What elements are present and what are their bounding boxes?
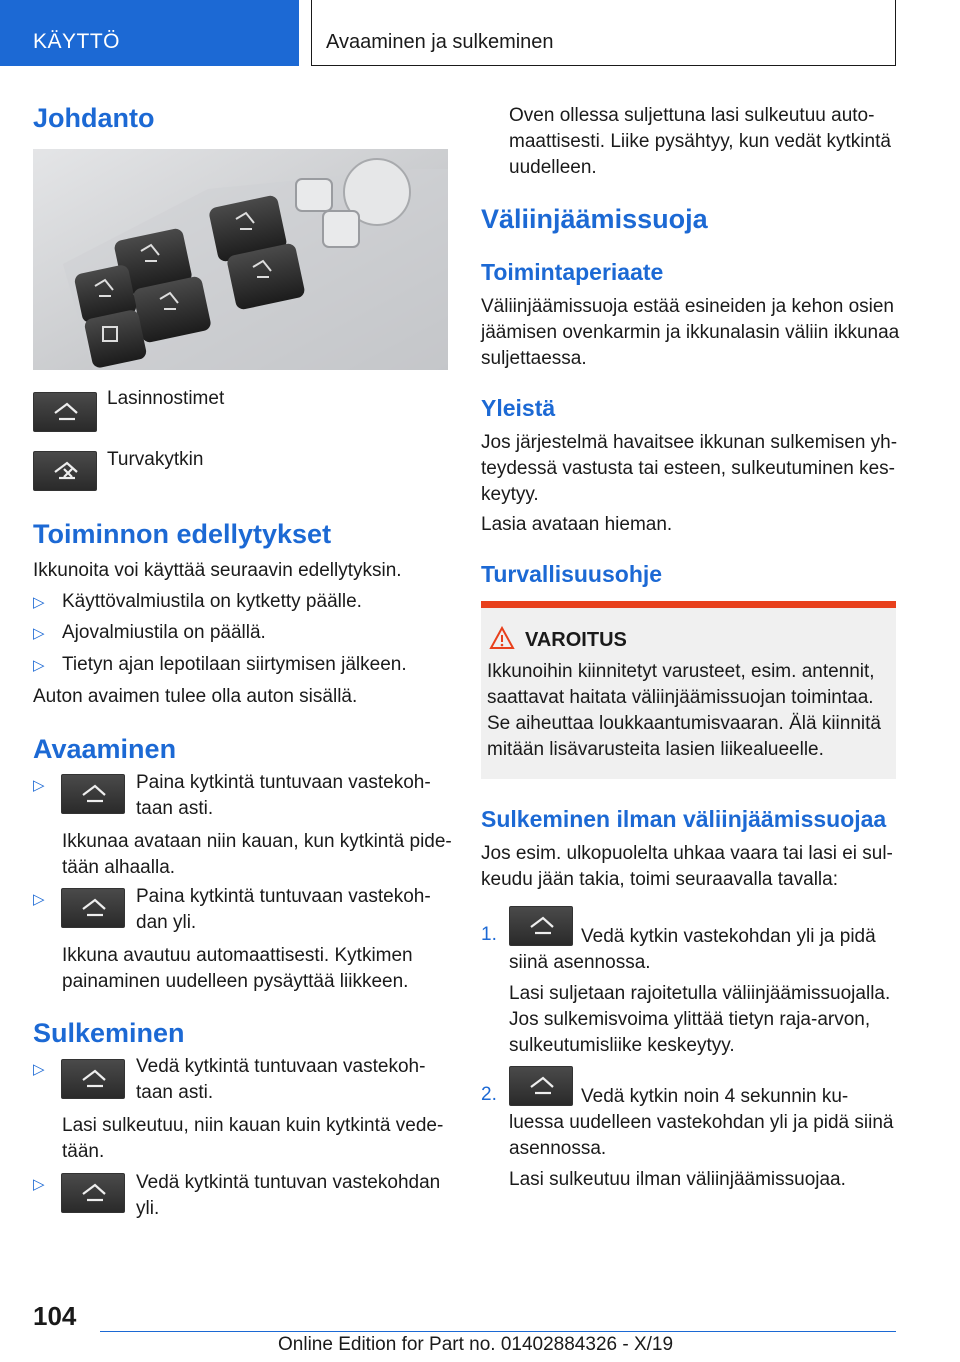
no-pinch-heading: Sulkeminen ilman väliinjäämissuojaa (481, 806, 887, 832)
warning-icon (489, 626, 515, 655)
paragraph: Jos sulkemisvoima ylittää tietyn raja-arvon, (509, 1009, 871, 1030)
paragraph: Lasi suljetaan rajoitetulla väliinjäämissuojalla. (509, 983, 891, 1004)
paragraph: Lasia avataan hieman. (481, 514, 673, 535)
step-text: siinä asennossa. (509, 952, 651, 973)
edition-text: Online Edition for Part no. 01402884326 - X/19 (278, 1334, 674, 1355)
step-number: 2. (481, 1084, 497, 1105)
warning-title: VAROITUS (525, 629, 627, 651)
legend-label: Turvakytkin (107, 449, 204, 470)
paragraph: teydessä vastusta tai esteen, sulkeutuminen kes- (481, 458, 896, 479)
step-text: asennossa. (509, 1138, 607, 1159)
page-number: 104 (33, 1301, 77, 1331)
paragraph: Jos esim. ulkopuolelta uhkaa vaara tai lasi ei sul- (481, 843, 893, 864)
section-tab: KÄYTTÖ (0, 0, 299, 66)
intro-heading: Johdanto (33, 103, 155, 133)
paragraph: Ikkunoita voi käyttää seuraavin edellytyksin. (33, 560, 402, 581)
step-text: Vedä kytkin noin 4 sekunnin ku- (581, 1086, 849, 1107)
bullet-icon: ▷ (33, 1061, 45, 1078)
principle-heading: Toimintaperiaate (481, 259, 664, 285)
list-item: Vedä kytkintä tuntuvaan vastekoh- (136, 1056, 426, 1077)
window-lift-switch-icon (509, 906, 573, 946)
window-lift-switch-icon (33, 392, 97, 432)
paragraph: keudu jään takia, toimi seuraavalla tavalla: (481, 869, 838, 890)
paragraph: jäämisen ovenkarmin ja ikkunalasin väliin ikkunaa (481, 322, 900, 343)
open-heading: Avaaminen (33, 734, 177, 764)
bullet-icon: ▷ (33, 657, 45, 674)
list-item: Vedä kytkintä tuntuvan vastekohdan (136, 1172, 441, 1193)
window-lift-switch-icon (509, 1066, 573, 1106)
warning-text: Se aiheuttaa loukkaantumisvaaran. Älä kiinnitä (487, 713, 881, 734)
paragraph: Jos järjestelmä havaitsee ikkunan sulkemisen yh- (481, 432, 898, 453)
paragraph: suljettaessa. (481, 348, 587, 369)
paragraph: Lasi sulkeutuu, niin kauan kuin kytkintä vede- (62, 1115, 444, 1136)
window-lift-switch-icon (61, 1173, 125, 1213)
window-lift-switch-icon (61, 774, 125, 814)
list-item: Paina kytkintä tuntuvaan vastekoh- (136, 886, 431, 907)
paragraph: Ikkuna avautuu automaattisesti. Kytkimen (62, 945, 413, 966)
window-lift-switch-icon (61, 1059, 125, 1099)
footer-divider (100, 1331, 896, 1332)
step-number: 1. (481, 924, 497, 945)
window-switch-illustration (33, 149, 448, 370)
step-text: Vedä kytkin vastekohdan yli ja pidä (581, 926, 876, 947)
safety-heading: Turvallisuusohje (481, 561, 663, 587)
bullet-icon: ▷ (33, 777, 45, 794)
pinch-protection-heading: Väliinjäämissuoja (481, 204, 708, 234)
list-item: Käyttövalmiustila on kytketty päälle. (62, 591, 362, 612)
step-text: luessa uudelleen vastekohdan yli ja pidä siinä (509, 1112, 894, 1133)
list-item: dan yli. (136, 912, 197, 933)
list-item: taan asti. (136, 798, 214, 819)
warning-bar (481, 601, 896, 608)
list-item: taan asti. (136, 1082, 214, 1103)
close-heading: Sulkeminen (33, 1018, 185, 1048)
paragraph: Oven ollessa suljettuna lasi sulkeutuu auto- (509, 105, 875, 126)
bullet-icon: ▷ (33, 1176, 45, 1193)
paragraph: Väliinjäämissuoja estää esineiden ja kehon osien (481, 296, 894, 317)
list-item: Paina kytkintä tuntuvaan vastekoh- (136, 772, 431, 793)
window-switch-photo (33, 149, 448, 370)
legend-label: Lasinnostimet (107, 388, 225, 409)
paragraph: uudelleen. (509, 157, 597, 178)
safety-switch-icon (33, 451, 97, 491)
paragraph: Auton avaimen tulee olla auton sisällä. (33, 686, 358, 707)
bullet-icon: ▷ (33, 625, 45, 642)
warning-text: saattavat haitata väliinjäämissuojan toimintaa. (487, 687, 874, 708)
paragraph: maattisesti. Liike pysähtyy, kun vedät kytkintä (509, 131, 891, 152)
bullet-icon: ▷ (33, 594, 45, 611)
conditions-heading: Toiminnon edellytykset (33, 519, 332, 549)
list-item: Ajovalmiustila on päällä. (62, 622, 266, 643)
warning-text: mitään lisävarusteita lasien liikealueelle. (487, 739, 824, 760)
bullet-icon: ▷ (33, 891, 45, 908)
window-lift-switch-icon (61, 888, 125, 928)
list-item: yli. (136, 1198, 160, 1219)
paragraph: tään. (62, 1141, 105, 1162)
paragraph: keytyy. (481, 484, 539, 505)
paragraph: Lasi sulkeutuu ilman väliinjäämissuojaa. (509, 1169, 846, 1190)
paragraph: Ikkunaa avataan niin kauan, kun kytkintä pide- (62, 831, 452, 852)
paragraph: painaminen uudelleen pysäyttää liikkeen. (62, 971, 409, 992)
list-item: Tietyn ajan lepotilaan siirtymisen jälkeen. (62, 654, 407, 675)
warning-text: Ikkunoihin kiinnitetyt varusteet, esim. antennit, (487, 661, 875, 682)
paragraph: sulkeutumisliike keskeytyy. (509, 1035, 735, 1056)
general-heading: Yleistä (481, 395, 556, 421)
chapter-title: Avaaminen ja sulkeminen (311, 0, 896, 66)
paragraph: tään alhaalla. (62, 857, 176, 878)
